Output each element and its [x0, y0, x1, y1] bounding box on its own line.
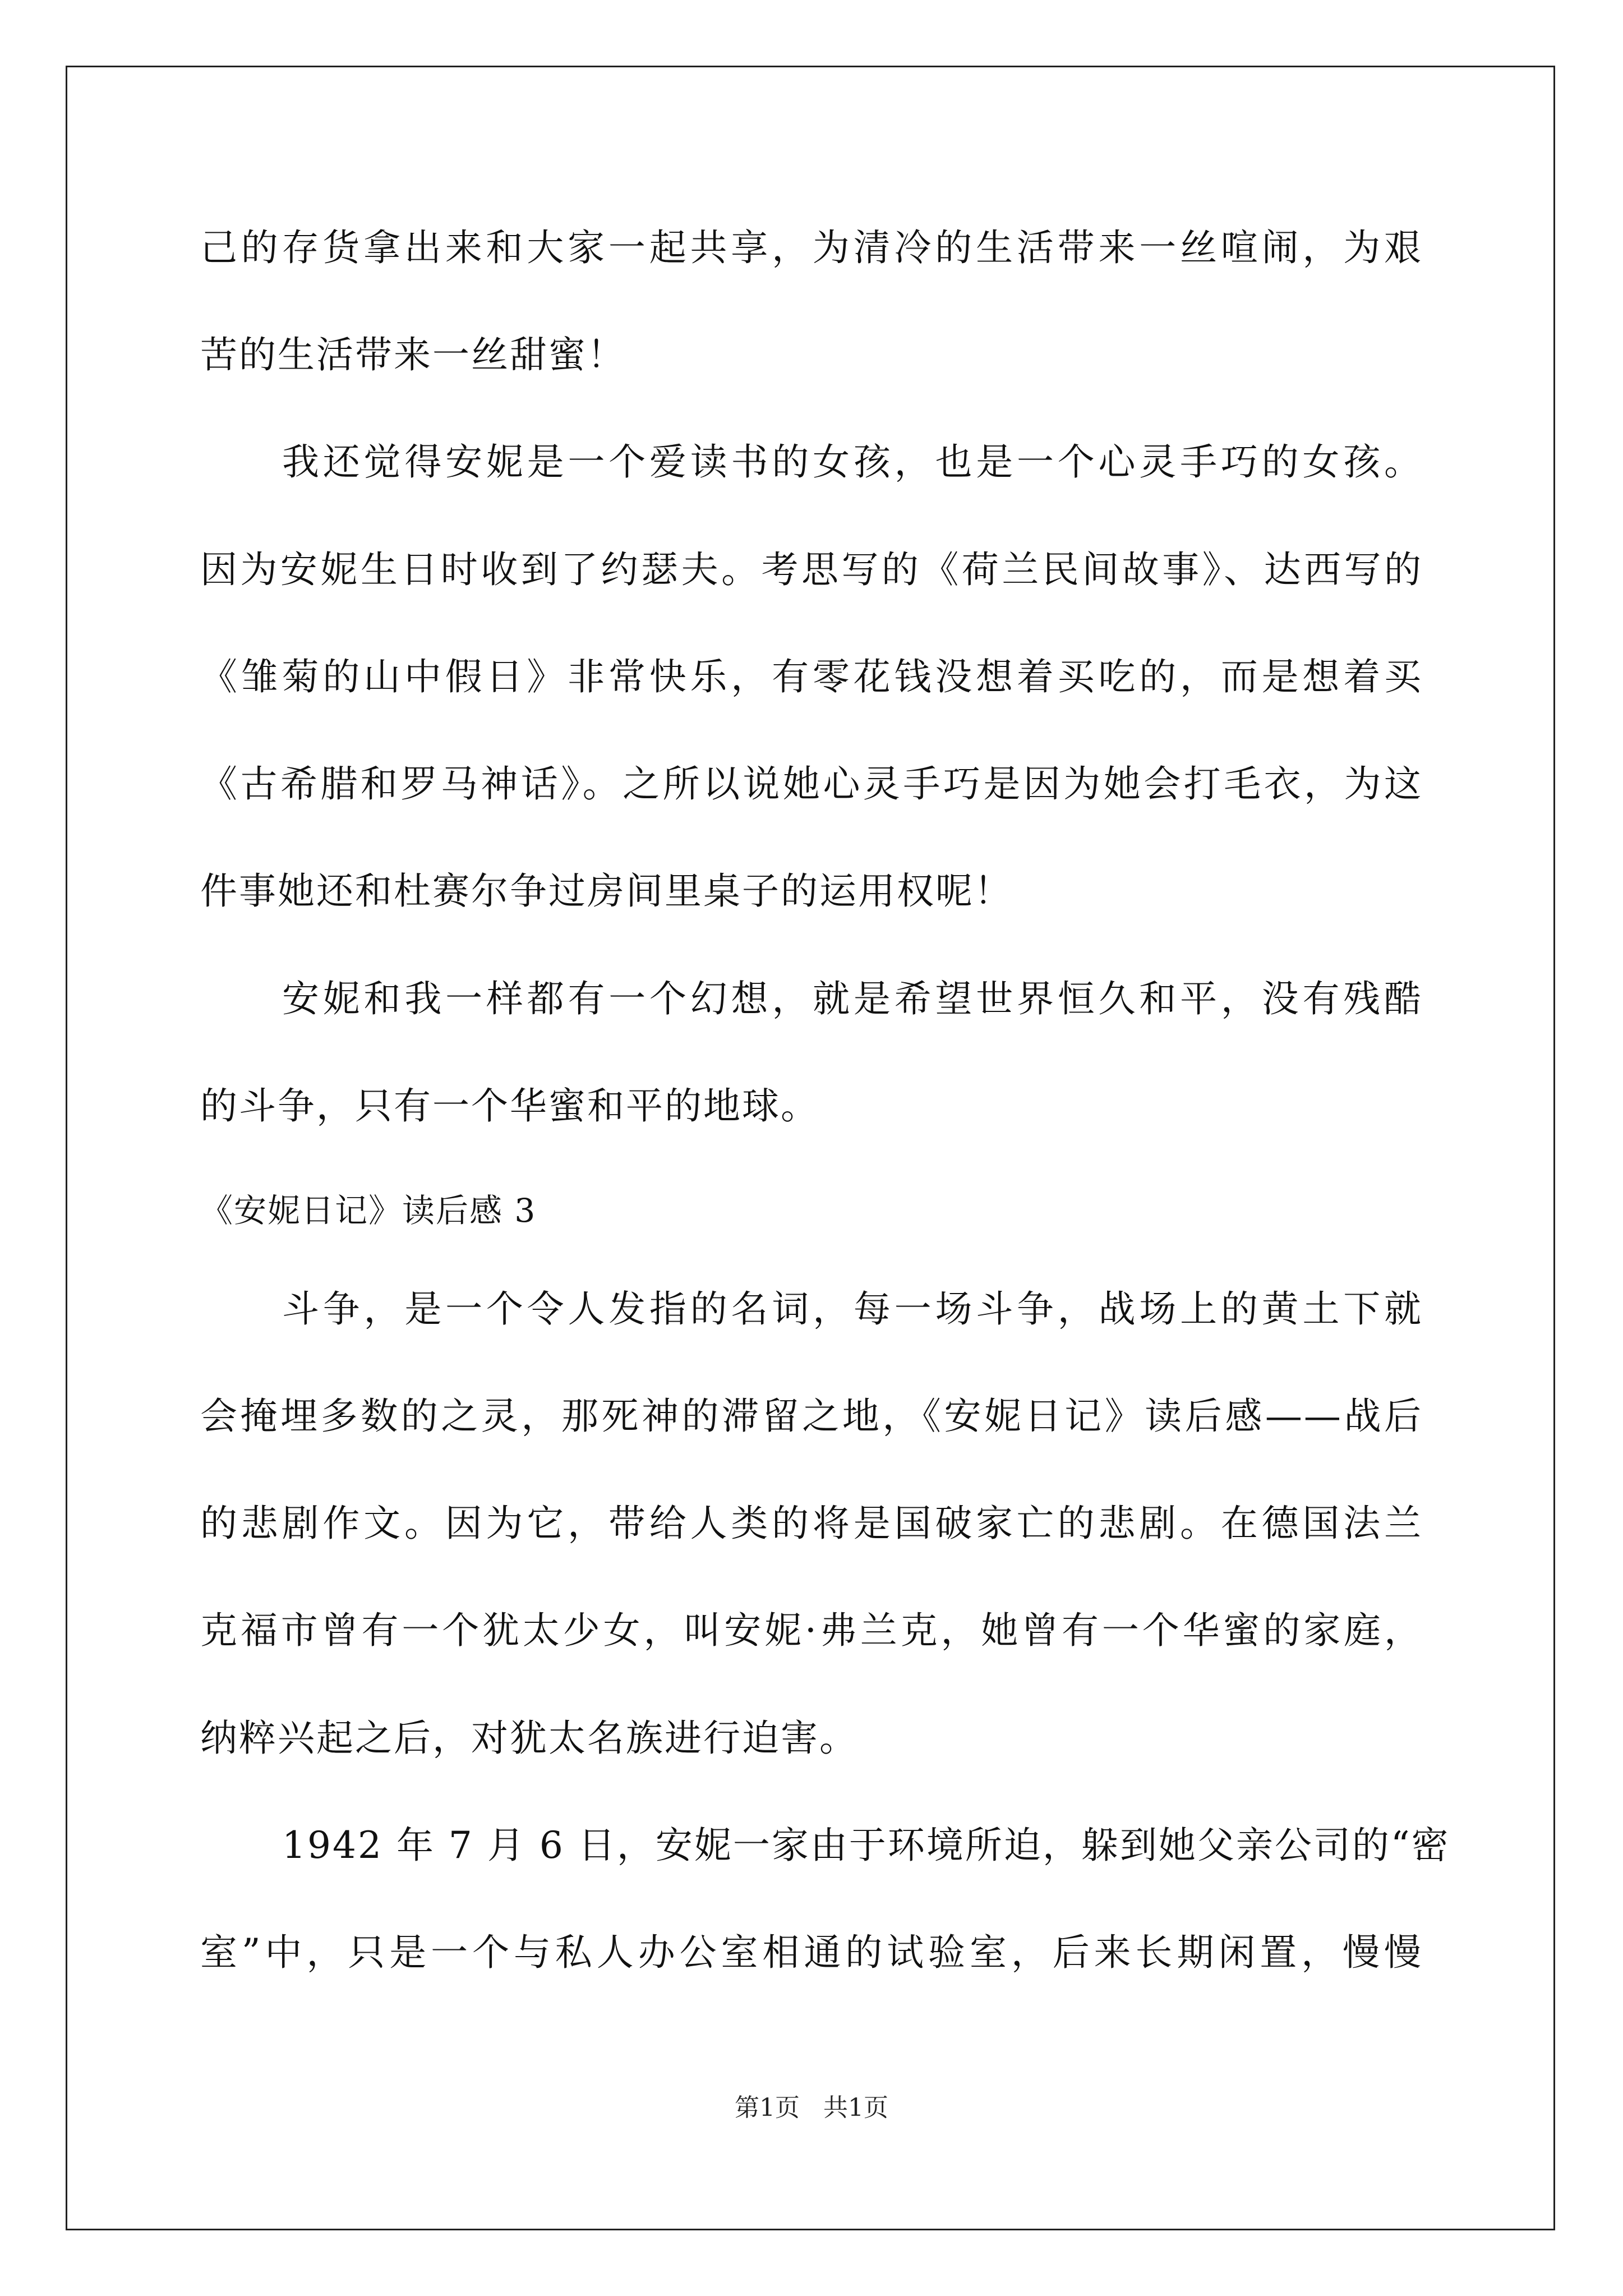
text-line: 室”中，只是一个与私人办公室相通的试验室，后来长期闲置，慢慢	[200, 1931, 1423, 1974]
paragraph-first-line: 斗争，是一个令人发指的名词，每一场斗争，战场上的黄土下就	[282, 1287, 1423, 1331]
text-line: 的悲剧作文。因为它，带给人类的将是国破家亡的悲剧。在德国法兰	[200, 1502, 1423, 1545]
text-line: 件事她还和杜赛尔争过房间里桌子的运用权呢！	[200, 869, 1013, 913]
page-footer: 第1页 共1页	[735, 2093, 888, 2122]
paragraph-first-line: 我还觉得安妮是一个爱读书的女孩，也是一个心灵手巧的女孩。	[282, 440, 1423, 484]
text-line: 的斗争，只有一个华蜜和平的地球。	[200, 1084, 819, 1128]
text-line: 会掩埋多数的之灵，那死神的滞留之地，《安妮日记》读后感——战后	[200, 1395, 1423, 1438]
section-heading: 《安妮日记》读后感 3	[200, 1191, 537, 1230]
text-line: 纳粹兴起之后，对犹太名族进行迫害。	[200, 1717, 858, 1760]
text-line: 己的存货拿出来和大家一起共享，为清冷的生活带来一丝喧闹，为艰	[200, 226, 1423, 269]
text-line: 克福市曾有一个犹太少女，叫安妮·弗兰克，她曾有一个华蜜的家庭，	[200, 1609, 1423, 1652]
paragraph-first-line: 1942 年 7 月 6 日，安妮一家由于环境所迫，躲到她父亲公司的“密	[282, 1824, 1450, 1867]
page-border	[66, 66, 1555, 2230]
text-line: 《雏菊的山中假日》非常快乐，有零花钱没想着买吃的，而是想着买	[200, 655, 1423, 698]
text-line: 苦的生活带来一丝甜蜜！	[200, 333, 626, 376]
paragraph-first-line: 安妮和我一样都有一个幻想，就是希望世界恒久和平，没有残酷	[282, 977, 1423, 1020]
text-line: 因为安妮生日时收到了约瑟夫。考思写的《荷兰民间故事》、达西写的	[200, 548, 1423, 591]
text-line: 《古希腊和罗马神话》。之所以说她心灵手巧是因为她会打毛衣，为这	[200, 762, 1423, 806]
